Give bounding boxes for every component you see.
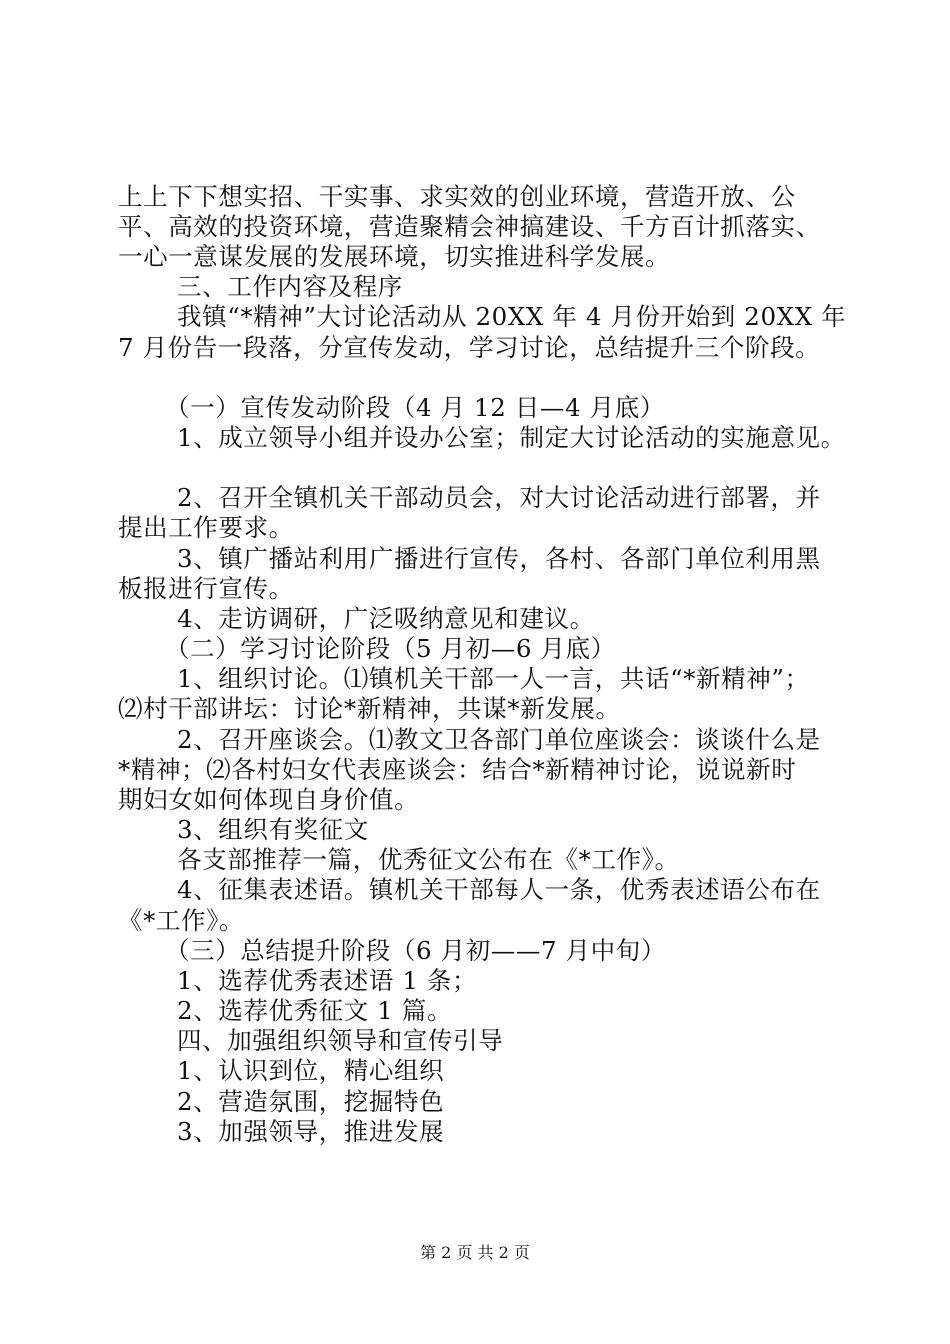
list-item-continuation: 提出工作要求。 xyxy=(118,513,294,542)
subsection-heading: （三）总结提升阶段（6 月初——7 月中旬） xyxy=(165,936,666,965)
subsection-heading: （二）学习讨论阶段（5 月初—6 月底） xyxy=(165,634,616,663)
list-item: 1、成立领导小组并设办公室；制定大讨论活动的实施意见。 xyxy=(177,423,846,452)
list-item: 2、选荐优秀征文 1 篇。 xyxy=(177,996,453,1025)
page-footer: 第 2 页 共 2 页 xyxy=(420,1243,530,1262)
list-item: 3、镇广播站利用广播进行宣传，各村、各部门单位利用黑 xyxy=(177,544,821,573)
list-item: 1、组织讨论。⑴镇机关干部一人一言，共话“*新精神”； xyxy=(177,664,810,693)
list-item-continuation: 期妇女如何体现自身价值。 xyxy=(118,785,420,814)
list-item-continuation: 板报进行宣传。 xyxy=(118,574,294,603)
list-item: 1、选荐优秀表述语 1 条； xyxy=(177,966,478,995)
subsection-heading: （一）宣传发动阶段（4 月 12 日—4 月底） xyxy=(165,393,665,422)
body-text-line: 我镇“*精神”大讨论活动从 20XX 年 4 月份开始到 20XX 年 xyxy=(177,302,847,331)
list-item: 2、营造氛围，挖掘特色 xyxy=(177,1087,445,1116)
list-item: 4、走访调研，广泛吸纳意见和建议。 xyxy=(177,604,595,633)
list-item: 2、召开全镇机关干部动员会，对大讨论活动进行部署，并 xyxy=(177,483,821,512)
list-item: 2、召开座谈会。⑴教文卫各部门单位座谈会：谈谈什么是 xyxy=(177,725,821,754)
body-text-line: 7 月份告一段落，分宣传发动，学习讨论，总结提升三个阶段。 xyxy=(118,333,821,362)
body-text-line: 一心一意谋发展的发展环境，切实推进科学发展。 xyxy=(118,242,671,271)
list-item-continuation: 《*工作》。 xyxy=(118,906,245,935)
list-item: 1、认识到位，精心组织 xyxy=(177,1056,445,1085)
body-text-line: 各支部推荐一篇，优秀征文公布在《*工作》。 xyxy=(177,845,680,874)
list-item: 3、组织有奖征文 xyxy=(177,815,369,844)
list-item: 3、加强领导，推进发展 xyxy=(177,1117,445,1146)
body-text-line: 上上下下想实招、干实事、求实效的创业环境，营造开放、公 xyxy=(118,182,796,211)
body-text-line: 平、高效的投资环境，营造聚精会神搞建设、千方百计抓落实、 xyxy=(118,212,821,241)
section-heading: 四、加强组织领导和宣传引导 xyxy=(177,1026,504,1055)
list-item-continuation: ⑵村干部讲坛：讨论*新精神，共谋*新发展。 xyxy=(118,694,621,723)
list-item: 4、征集表述语。镇机关干部每人一条，优秀表述语公布在 xyxy=(177,875,821,904)
list-item-continuation: *精神；⑵各村妇女代表座谈会：结合*新精神讨论，说说新时 xyxy=(118,755,797,784)
section-heading: 三、工作内容及程序 xyxy=(177,272,403,301)
